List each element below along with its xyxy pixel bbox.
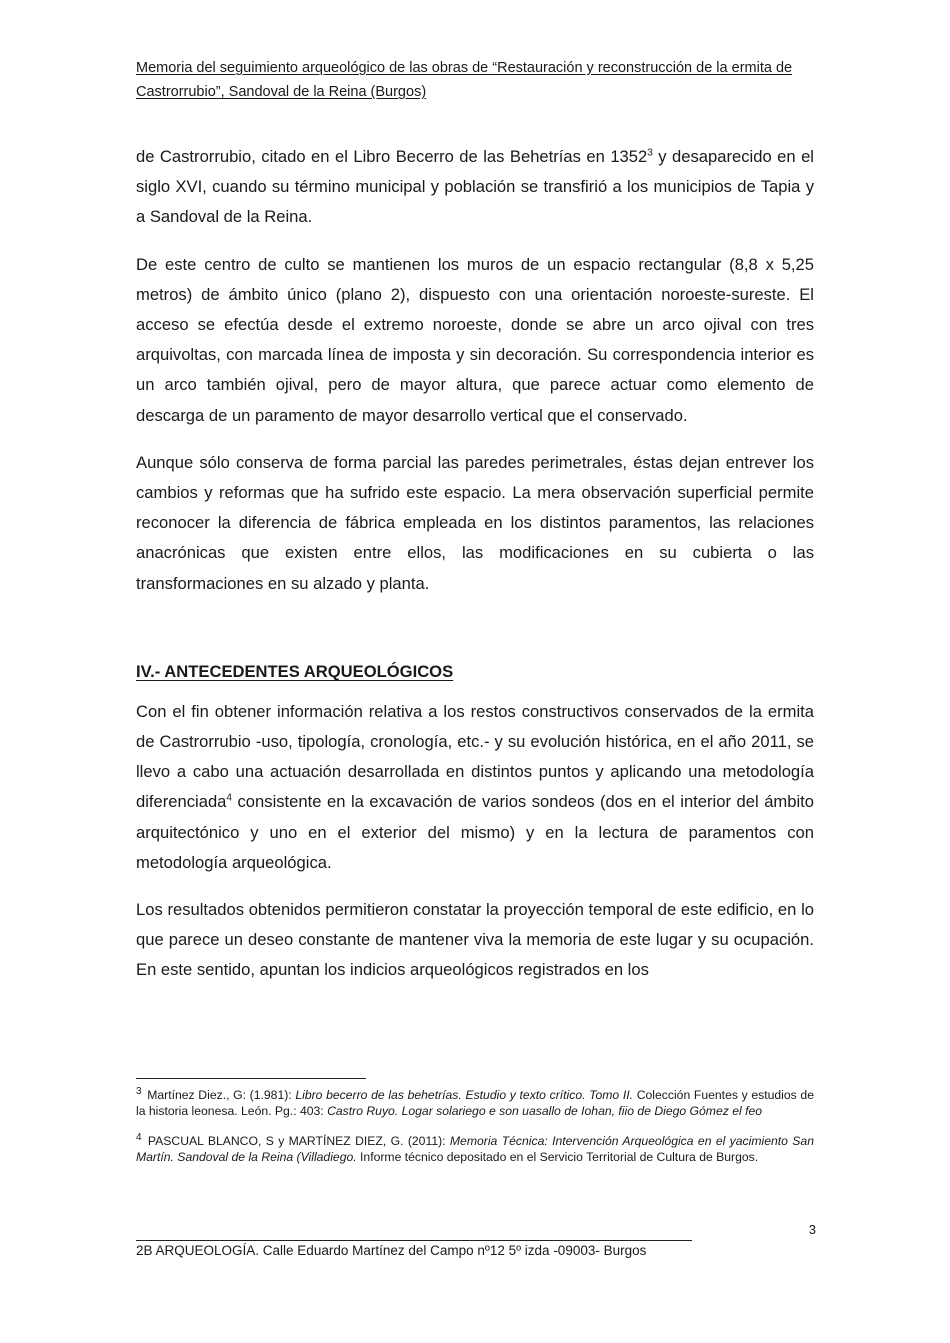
paragraph-1 xyxy=(136,142,814,233)
footnote-text: PASCUAL BLANCO, S y MARTÍNEZ DIEZ, G. (2011): xyxy=(143,1134,450,1149)
footnote-mark: 4 xyxy=(136,1132,142,1144)
paragraph-1-text-cont: y desaparecido en el siglo XVI, cuando su término municipal y población se transfirió a los municipios de Tapia y a Sandoval de la Reina. xyxy=(136,147,814,227)
footnotes xyxy=(136,1085,814,1180)
footnote-title: Libro becerro de las behetrías. Estudio y texto crítico. Tomo II. xyxy=(295,1088,634,1102)
footnote-3 xyxy=(136,1085,814,1119)
paragraph-2: De este centro de culto se mantienen los muros de un espacio rectangular (8,8 x 5,25 metros) de ámbito único (plano 2), dispuesto con una orientación noroeste-sureste. El acceso se efectúa desde el extremo noroeste, donde se abre un arco ojival con tres arquivoltas, con marcada línea de imposta y sin decoración. Su correspondencia interior es un arco también ojival, pero de mayor altura, que parece actuar como elemento de descarga de un paramento de mayor desarrollo vertical que el conservado. xyxy=(136,254,814,425)
paragraph-4-text: Con el fin obtener información relativa a los restos constructivos conservados de la ermita de Castrorrubio -uso, tipología, cronología, etc.- y su evolución histórica, en el año 2011, se llevo a cabo una actuación desarrollada en distintos puntos y aplicando una metodología diferenciada xyxy=(136,701,814,812)
footnote-mark: 3 xyxy=(136,1085,142,1097)
section-title: IV.- ANTECEDENTES ARQUEOLÓGICOS xyxy=(136,661,454,681)
footnote-ref-4: 4 xyxy=(226,792,232,804)
running-header xyxy=(136,56,816,104)
body-text xyxy=(136,142,814,1003)
footnote-quote: Castro Ruyo. Logar solariego e son uasallo de Iohan, fiio de Diego Gómez el feo xyxy=(327,1103,763,1118)
paragraph-4-text-cont: consistente en la excavación de varios sondeos (dos en el interior del ámbito arquitectónico y uno en el exterior del mismo) y en la lectura de paramentos con metodología arqueológica. xyxy=(136,792,814,872)
header-line-1: Memoria del seguimiento arqueológico de las obras de “Restauración y reconstrucción de la ermita de xyxy=(136,60,793,76)
footer-address: 2B ARQUEOLOGÍA. Calle Eduardo Martínez del Campo nº12 5º izda -09003- Burgos xyxy=(136,1243,647,1258)
footnote-text: Informe técnico depositado en el Servicio Territorial de Cultura de Burgos. xyxy=(356,1149,759,1164)
page-number: 3 xyxy=(808,1222,816,1237)
footnote-title: Memoria Técnica: Intervención Arqueológica en el yacimiento San Martín. Sandoval de la Reina (Villadiego. xyxy=(136,1134,814,1164)
footnote-separator xyxy=(136,1078,366,1079)
footnote-4 xyxy=(136,1134,814,1165)
header-line-2: Castrorrubio”, Sandoval de la Reina (Burgos) xyxy=(136,84,427,100)
footnote-ref-3: 3 xyxy=(647,147,653,159)
paragraph-1-text: de Castrorrubio, citado en el Libro Becerro de las Behetrías en 1352 xyxy=(136,147,648,166)
paragraph-5: Los resultados obtenidos permitieron constatar la proyección temporal de este edificio, en lo que parece un deseo constante de mantener viva la memoria de este lugar y su ocupación. En este sentido, apuntan los indicios arqueológicos registrados en los xyxy=(136,900,814,980)
paragraph-3: Aunque sólo conserva de forma parcial las paredes perimetrales, éstas dejan entrever los cambios y reformas que ha sufrido este espacio. La mera observación superficial permite reconocer la diferencia de fábrica empleada en los distintos paramentos, las relaciones anacrónicas que existen entre ellos, las modificaciones en su cubierta o las transformaciones en su alzado y planta. xyxy=(136,452,814,593)
footer-separator xyxy=(136,1240,692,1241)
footnote-text: Colección Fuentes y estudios de la historia leonesa. León. Pg.: 403: xyxy=(136,1088,814,1118)
footnote-text: Martínez Diez., G: (1.981): xyxy=(143,1088,296,1102)
paragraph-4 xyxy=(136,697,814,878)
